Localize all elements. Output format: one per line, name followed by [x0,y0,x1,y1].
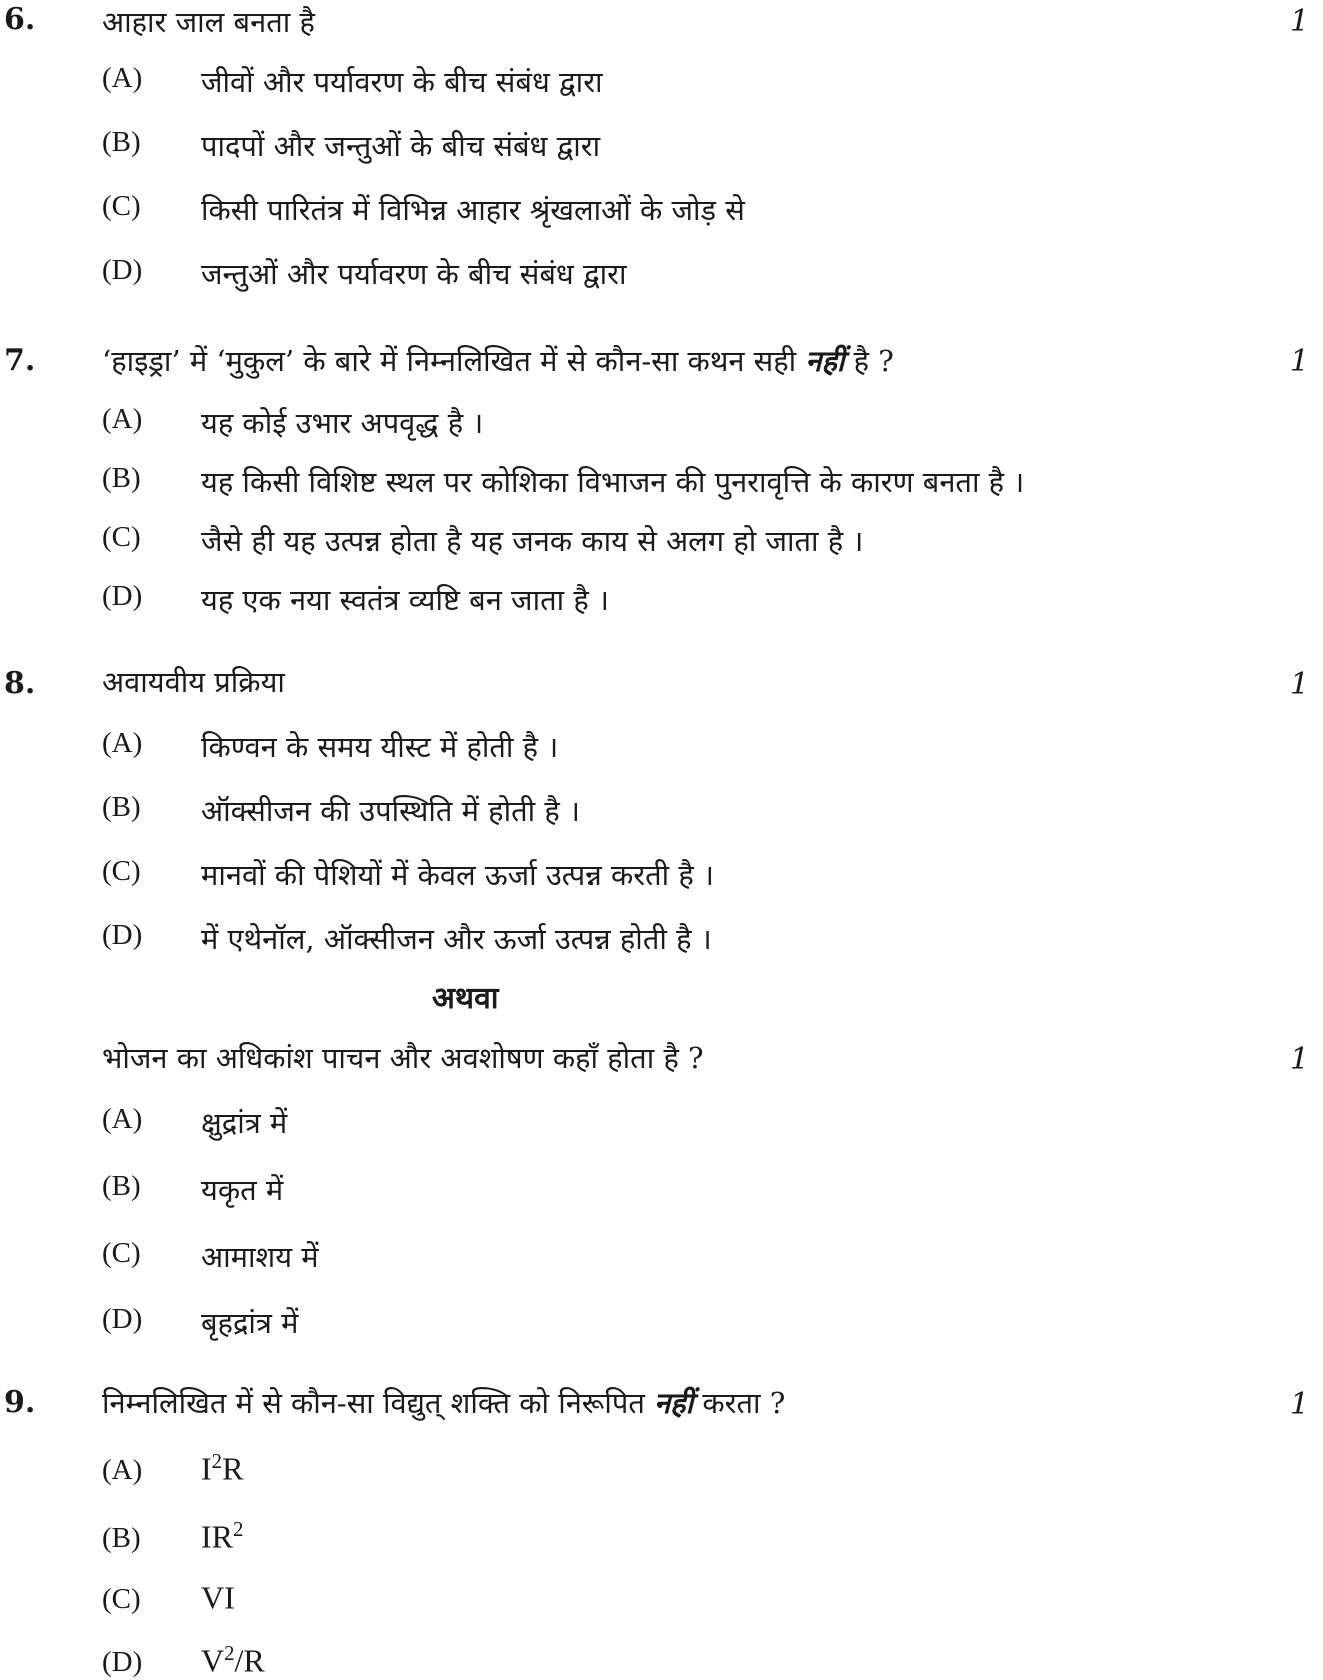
question-7-text-after: है ? [853,344,894,378]
question-7-text [102,341,894,380]
q6-option-b-letter: (B) [102,126,141,158]
q8-option-d-text: में एथेनॉल, ऑक्सीजन और ऊर्जा उत्पन्न होती है । [201,922,712,956]
question-6-number: 6. [4,2,36,37]
q7-option-b-letter: (B) [102,462,141,494]
question-9-text-before: निम्नलिखित में से कौन-सा विद्युत् शक्ति को निरूपित [102,1386,645,1420]
question-9-text [102,1383,785,1422]
question-7-marks: 1 [1290,344,1310,379]
q8-option-c-text: मानवों की पेशियों में केवल ऊर्जा उत्पन्न करती है । [201,858,714,892]
q6-option-d-text: जन्तुओं और पर्यावरण के बीच संबंध द्वारा [201,257,627,291]
question-8-text: अवायवीय प्रक्रिया [102,665,285,699]
q7-option-c-text: जैसे ही यह उत्पन्न होता है यह जनक काय से अलग हो जाता है । [201,524,864,558]
q7-option-c-letter: (C) [102,521,141,553]
q8-option-c-letter: (C) [102,855,141,887]
q6-option-c-letter: (C) [102,190,141,222]
q8-option-d-letter: (D) [102,919,143,951]
q7-option-a-text: यह कोई उभार अपवृद्ध है । [201,406,484,440]
question-8-alt-marks: 1 [1290,1042,1310,1077]
q6-option-a-letter: (A) [102,62,143,94]
q6-option-c-text: किसी पारितंत्र में विभिन्न आहार श्रृंखलाओं के जोड़ से [201,193,745,227]
q8-option-b-text: ऑक्सीजन की उपस्थिति में होती है । [201,794,580,828]
q9-d-rest: /R [234,1642,265,1679]
q9-option-a-formula [201,1450,243,1488]
or-separator: अथवा [432,981,499,1016]
question-8-number: 8. [4,666,36,701]
q8-alt-option-a-letter: (A) [102,1103,143,1135]
q8-alt-option-a-text: क्षुद्रांत्र में [201,1106,288,1140]
q8-alt-option-c-letter: (C) [102,1237,141,1269]
q8-alt-option-b-letter: (B) [102,1170,141,1202]
q6-option-a-text: जीवों और पर्यावरण के बीच संबंध द्वारा [201,65,603,99]
question-7-text-before: ‘हाइड्रा’ में ‘मुकुल’ के बारे में निम्नलिखित में से कौन-सा कथन सही [102,344,797,378]
q9-a-rest: R [222,1450,244,1487]
question-9-text-after: करता ? [702,1386,786,1420]
q9-option-c-formula [201,1579,235,1617]
q6-option-d-letter: (D) [102,254,143,286]
question-9-marks: 1 [1290,1387,1310,1422]
q9-b-base: IR [201,1518,233,1555]
question-9-number: 9. [4,1385,36,1420]
question-6-text: आहार जाल बनता है [102,5,315,39]
q7-option-d-text: यह एक नया स्वतंत्र व्यष्टि बन जाता है । [201,583,609,617]
q9-option-a-letter: (A) [102,1454,143,1486]
q9-d-base: V [201,1642,225,1679]
question-6-marks: 1 [1290,4,1310,39]
q7-option-d-letter: (D) [102,580,143,612]
q6-option-b-text: पादपों और जन्तुओं के बीच संबंध द्वारा [201,129,601,163]
q7-option-b-text: यह किसी विशिष्ट स्थल पर कोशिका विभाजन की पुनरावृत्ति के कारण बनता है । [201,465,1025,499]
q9-b-sup: 2 [233,1518,244,1541]
q9-option-c-letter: (C) [102,1583,141,1615]
q9-a-sup: 2 [211,1450,223,1473]
q9-option-b-letter: (B) [102,1522,141,1554]
question-7-emphasis: नहीं [805,344,845,378]
q7-option-a-letter: (A) [102,403,143,435]
q8-option-a-text: किण्वन के समय यीस्ट में होती है । [201,730,559,764]
q8-alt-option-d-letter: (D) [102,1303,143,1335]
question-8-alt-text: भोजन का अधिकांश पाचन और अवशोषण कहाँ होता है ? [102,1041,704,1075]
question-8-marks: 1 [1290,667,1310,702]
q8-option-b-letter: (B) [102,791,141,823]
q9-c-base: VI [201,1579,235,1616]
q8-alt-option-b-text: यकृत में [201,1173,284,1207]
q8-alt-option-d-text: बृहद्रांत्र में [201,1306,299,1340]
q9-d-sup: 2 [224,1642,235,1665]
q9-option-d-letter: (D) [102,1646,143,1678]
q8-alt-option-c-text: आमाशय में [201,1240,319,1274]
q9-a-base: I [201,1450,212,1487]
q9-option-d-formula [201,1642,265,1680]
question-7-number: 7. [4,343,36,378]
q8-option-a-letter: (A) [102,727,143,759]
question-9-emphasis: नहीं [654,1386,694,1420]
q9-option-b-formula [201,1518,243,1556]
